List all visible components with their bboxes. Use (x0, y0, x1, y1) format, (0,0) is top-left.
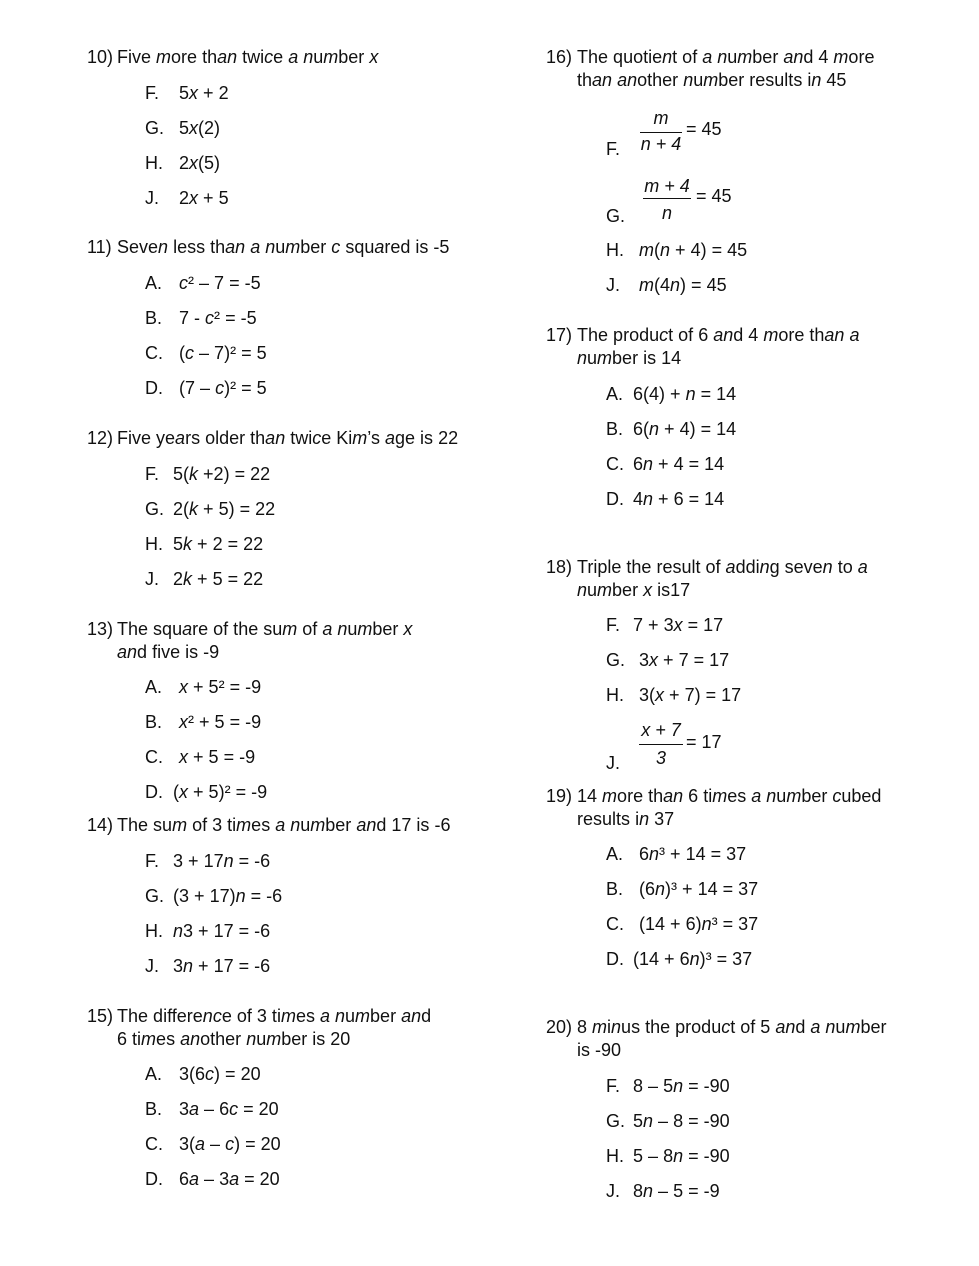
option-text: (c – 7)² = 5 (179, 343, 267, 363)
option-text: x + 5² = -9 (179, 677, 262, 697)
option-letter: G. (606, 650, 626, 670)
question-text: The square of the sum of a number x (117, 619, 413, 639)
question-text: and five is -9 (117, 642, 220, 662)
question-number: 17) (546, 325, 573, 345)
option-letter: F. (606, 139, 621, 159)
option-letter: H. (606, 1146, 624, 1166)
option-letter: G. (145, 499, 165, 519)
question-number: 20) (546, 1017, 573, 1037)
option-text: c² – 7 = -5 (179, 273, 261, 293)
option-letter: G. (606, 206, 626, 226)
option-letter: F. (606, 615, 621, 635)
option-text: (3 + 17)n = -6 (173, 886, 283, 906)
option-letter: C. (606, 914, 624, 934)
option-text: m(4n) = 45 (639, 275, 727, 295)
option-text: 6(n + 4) = 14 (633, 419, 737, 439)
option-text: 3 + 17n = -6 (173, 851, 271, 871)
option-text: 5n – 8 = -90 (633, 1111, 730, 1131)
option-letter: H. (145, 153, 163, 173)
option-letter: G. (145, 118, 165, 138)
option-text: 6(4) + n = 14 (633, 384, 737, 404)
fraction-bar (640, 132, 682, 133)
option-text: 5(k +2) = 22 (173, 464, 271, 484)
question-number: 14) (87, 815, 114, 835)
option-text: 5k + 2 = 22 (173, 534, 264, 554)
option-letter: H. (145, 534, 163, 554)
option-text: (6n)³ + 14 = 37 (639, 879, 759, 899)
question-text: than another number results in 45 (577, 70, 847, 90)
option-text: (14 + 6n)³ = 37 (633, 949, 753, 969)
option-letter: A. (145, 677, 163, 697)
fraction-numerator: m (653, 108, 669, 128)
question-text: 8 minus the product of 5 and a number (577, 1017, 887, 1037)
option-letter: J. (145, 569, 160, 589)
option-letter: J. (606, 1181, 621, 1201)
question-text: Five years older than twice Kim’s age is 22 (117, 428, 459, 448)
fraction-bar (639, 744, 683, 745)
question-text: 6 times another number is 20 (117, 1029, 351, 1049)
option-text: 3n + 17 = -6 (173, 956, 271, 976)
option-letter: A. (606, 844, 624, 864)
option-letter: G. (145, 886, 165, 906)
option-letter: B. (145, 308, 163, 328)
option-letter: A. (145, 273, 163, 293)
option-letter: D. (145, 378, 163, 398)
option-text: 3a – 6c = 20 (179, 1099, 279, 1119)
option-letter: J. (606, 753, 621, 773)
fraction-rhs: = 45 (696, 186, 732, 206)
fraction-rhs: = 45 (686, 119, 722, 139)
fraction-bar (643, 198, 691, 199)
option-text: m(n + 4) = 45 (639, 240, 748, 260)
question-text: number x is17 (577, 580, 691, 600)
question-text: The quotient of a number and 4 more (577, 47, 875, 67)
option-letter: D. (145, 1169, 163, 1189)
option-text: 2k + 5 = 22 (173, 569, 264, 589)
option-letter: H. (606, 685, 624, 705)
question-number: 11) (87, 237, 112, 257)
option-text: 5 – 8n = -90 (633, 1146, 730, 1166)
option-letter: F. (606, 1076, 621, 1096)
option-text: 6a – 3a = 20 (179, 1169, 280, 1189)
question-text: Triple the result of adding seven to a (577, 557, 868, 577)
option-letter: F. (145, 464, 160, 484)
question-number: 18) (546, 557, 573, 577)
question-text: results in 37 (577, 809, 675, 829)
option-letter: H. (606, 240, 624, 260)
option-letter: A. (145, 1064, 163, 1084)
option-text: 4n + 6 = 14 (633, 489, 725, 509)
fraction-numerator: x + 7 (641, 720, 681, 740)
option-text: 3(x + 7) = 17 (639, 685, 742, 705)
question-number: 16) (546, 47, 573, 67)
question-number: 19) (546, 786, 573, 806)
option-letter: D. (145, 782, 163, 802)
option-text: 7 + 3x = 17 (633, 615, 724, 635)
option-text: (7 – c)² = 5 (179, 378, 267, 398)
option-text: 3(6c) = 20 (179, 1064, 261, 1084)
question-number: 13) (87, 619, 114, 639)
option-letter: B. (145, 1099, 163, 1119)
option-text: 5x(2) (179, 118, 221, 138)
option-letter: A. (606, 384, 624, 404)
option-letter: J. (145, 956, 160, 976)
option-text: (14 + 6)n³ = 37 (639, 914, 759, 934)
question-text: The difference of 3 times a number and (117, 1006, 432, 1026)
option-letter: F. (145, 83, 160, 103)
option-text: n3 + 17 = -6 (173, 921, 271, 941)
option-text: 2x + 5 (179, 188, 229, 208)
option-text: 6n³ + 14 = 37 (639, 844, 747, 864)
option-text: 5x + 2 (179, 83, 229, 103)
question-text: 14 more than 6 times a number cubed (577, 786, 882, 806)
option-letter: B. (606, 879, 624, 899)
option-letter: J. (606, 275, 621, 295)
fraction-denominator: n (661, 203, 672, 223)
option-text: 3(a – c) = 20 (179, 1134, 281, 1154)
option-letter: D. (606, 949, 624, 969)
question-text: is -90 (577, 1040, 622, 1060)
option-letter: F. (145, 851, 160, 871)
question-number: 10) (87, 47, 114, 67)
option-text: 7 - c² = -5 (179, 308, 257, 328)
option-letter: G. (606, 1111, 626, 1131)
fraction-rhs: = 17 (686, 732, 722, 752)
option-letter: D. (606, 489, 624, 509)
option-text: 8 – 5n = -90 (633, 1076, 730, 1096)
option-letter: C. (606, 454, 624, 474)
question-number: 15) (87, 1006, 114, 1026)
option-text: x + 5 = -9 (179, 747, 256, 767)
question-text: The product of 6 and 4 more than a (577, 325, 860, 345)
option-text: x² + 5 = -9 (179, 712, 262, 732)
option-text: 6n + 4 = 14 (633, 454, 725, 474)
fraction-denominator: 3 (655, 748, 666, 768)
option-letter: C. (145, 1134, 163, 1154)
question-text: Seven less than a number c squared is -5 (117, 237, 450, 257)
option-letter: J. (145, 188, 160, 208)
option-letter: H. (145, 921, 163, 941)
option-letter: B. (145, 712, 163, 732)
fraction-denominator: n + 4 (640, 134, 682, 154)
option-letter: B. (606, 419, 624, 439)
option-text: (x + 5)² = -9 (173, 782, 268, 802)
option-text: 2(k + 5) = 22 (173, 499, 276, 519)
option-text: 2x(5) (179, 153, 221, 173)
question-text: number is 14 (577, 348, 682, 368)
option-text: 3x + 7 = 17 (639, 650, 730, 670)
fraction-numerator: m + 4 (644, 176, 690, 196)
question-number: 12) (87, 428, 114, 448)
option-letter: C. (145, 343, 163, 363)
question-text: The sum of 3 times a number and 17 is -6 (117, 815, 451, 835)
option-letter: C. (145, 747, 163, 767)
option-text: 8n – 5 = -9 (633, 1181, 720, 1201)
question-text: Five more than twice a number x (117, 47, 379, 67)
